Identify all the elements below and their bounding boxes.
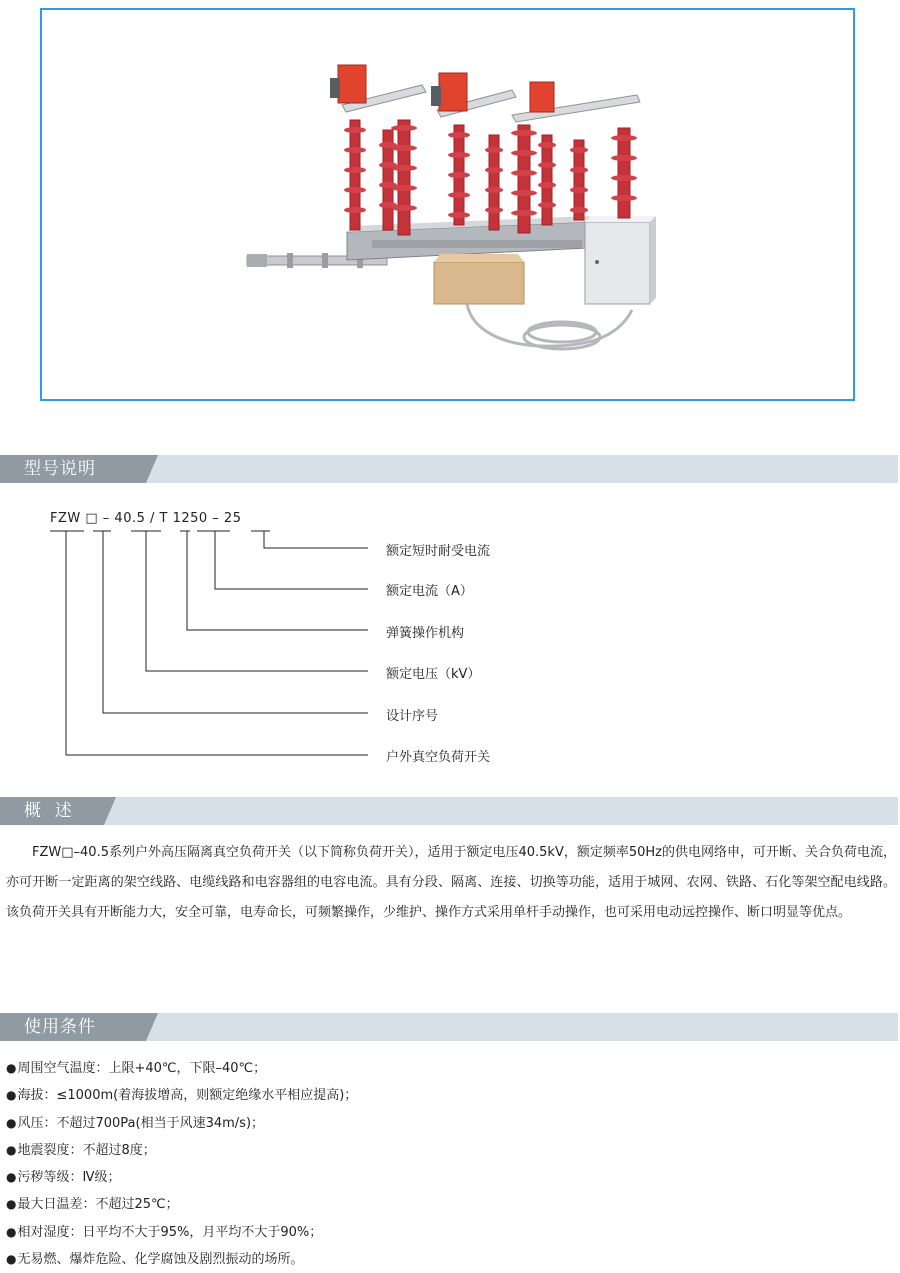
model-code-diagram [0,525,380,765]
bullet-icon: ● [6,1197,17,1212]
leader-design [103,531,368,713]
callout-outdoor-switch: 户外真空负荷开关 [386,750,491,765]
callout-design-number: 设计序号 [386,709,439,724]
leader-current [215,531,368,589]
bullet-icon: ● [6,1061,17,1075]
list-item: ●风压：不超过700Pa(相当于风速34m/s)； [6,1115,265,1131]
bullet-icon: ● [6,1224,17,1239]
callout-short-time-current: 额定短时耐受电流 [386,544,491,559]
section-title: 概 述 [24,801,73,821]
leader-short-time [264,531,368,548]
leader-fzw [66,531,368,755]
product-photo-frame [40,8,855,401]
section-title: 使用条件 [24,1017,96,1037]
bullet-icon: ● [6,1252,17,1267]
list-item: ●地震裂度：不超过8度； [6,1142,156,1158]
leader-voltage [146,531,368,671]
section-title: 型号说明 [24,459,96,479]
section-header-overview [0,797,898,825]
section-header-model [0,455,898,483]
model-code: FZW □ – 40.5 / T 1250 – 25 [50,511,242,526]
section-header-conditions [0,1013,898,1041]
list-item: ●相对湿度：日平均不大于95%，月平均不大于90%； [6,1224,323,1240]
bullet-icon: ● [6,1170,17,1185]
overview-paragraph: FZW□–40.5系列户外高压隔离真空负荷开关（以下简称负荷开关），适用于额定电压40.5kV，额定频率50Hz的供电网络申，可开断、关合负荷电流，亦可开断一定距离的架空线路、电缆线路和电容器组的电容电流。具有分段、隔离、连接、切换等功能，适用于城网、农网、铁路、石化等架空配电线路。该负荷开关具有开断能力大，安全可靠，电寿命长，可频繁操作，少维护、操作方式采用单杆手动操作，也可采用电动远控操作、断口明显等优点。 [6,845,896,920]
list-item: ●污秽等级：Ⅳ级； [6,1170,121,1186]
list-item: ●海拔：≤1000m(着海拔增高，则额定绝缘水平相应提高)； [6,1088,358,1104]
load-switch-illustration [42,10,853,399]
callout-rated-current: 额定电流（A） [386,584,473,599]
list-item: ●无易燃、爆炸危险、化学腐蚀及剧烈振动的场所。 [6,1252,304,1268]
bullet-icon: ● [6,1088,17,1103]
bullet-icon: ● [6,1115,17,1130]
mechanism-box [434,254,524,304]
list-item: ●最大日温差：不超过25℃； [6,1197,179,1213]
bullet-icon: ● [6,1142,17,1157]
callout-spring-mechanism: 弹簧操作机构 [386,626,465,641]
cable [467,304,632,349]
conditions-list [6,1055,357,1273]
callout-rated-voltage: 额定电压（kV） [386,667,481,682]
leader-spring [187,531,368,630]
list-item: ●周围空气温度：上限+40℃，下限–40℃； [6,1061,267,1076]
control-box [585,216,656,304]
top-arms [342,85,640,122]
